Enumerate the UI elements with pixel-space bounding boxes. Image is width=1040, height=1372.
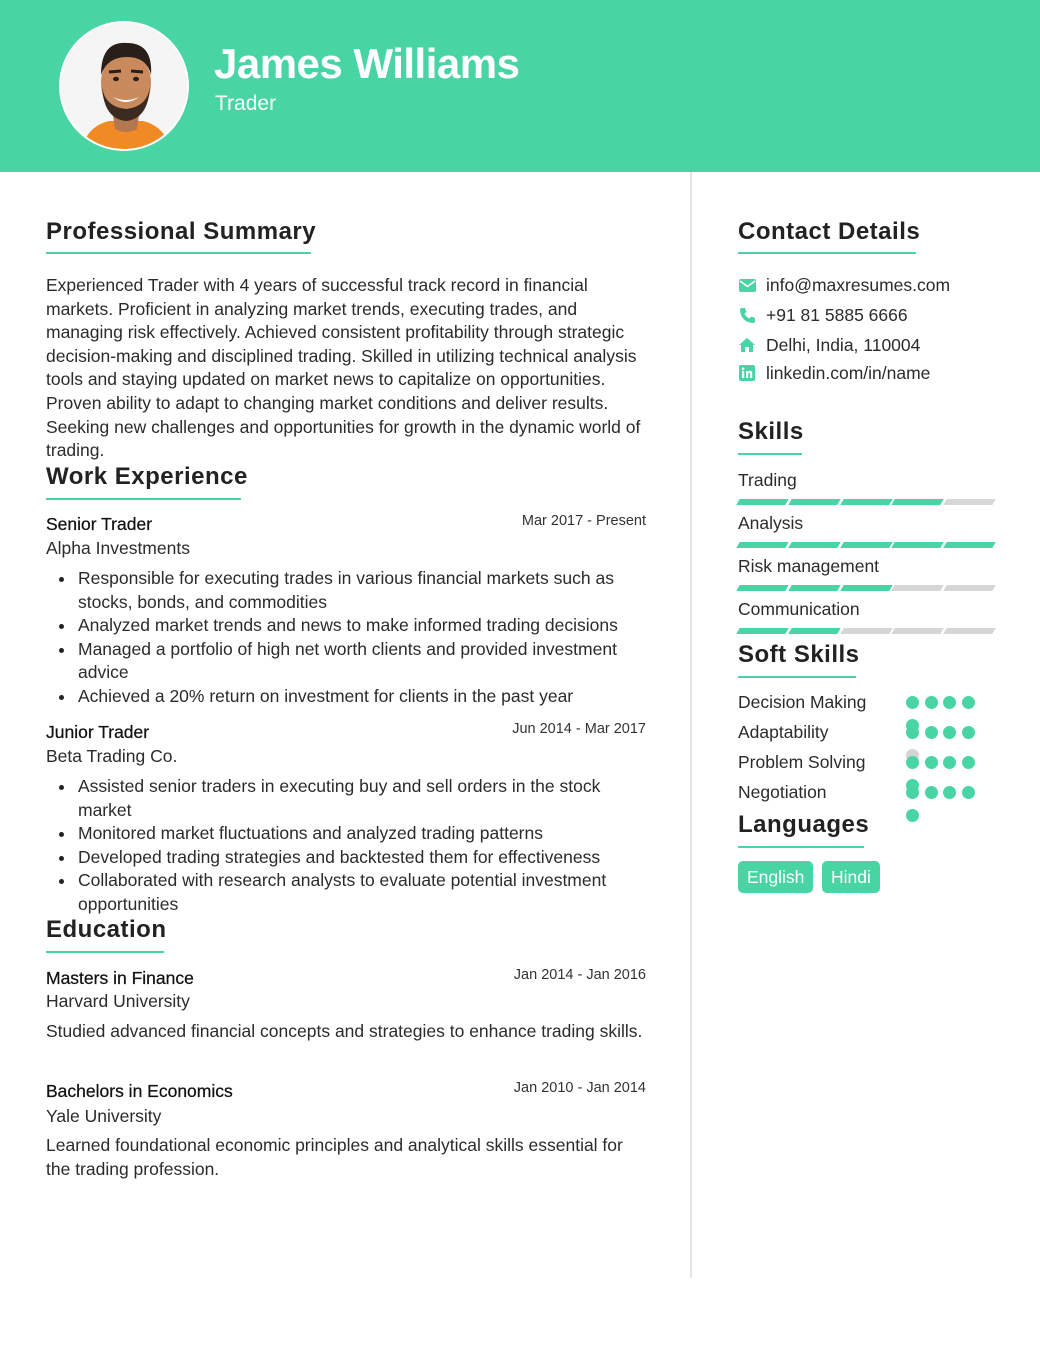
- languages-underline: [738, 846, 864, 848]
- contact-email-text: info@maxresumes.com: [766, 274, 951, 295]
- skill-segment-filled: [840, 542, 892, 548]
- contact-heading: Contact Details: [738, 218, 921, 245]
- rating-dot-filled: [962, 756, 975, 769]
- rating-dot-filled: [943, 756, 956, 769]
- skill-segment-filled: [840, 499, 892, 505]
- soft-skill-name: Problem Solving: [738, 752, 866, 772]
- rating-dot-filled: [943, 786, 956, 799]
- contact-underline: [738, 252, 916, 254]
- rating-dot-filled: [925, 726, 938, 739]
- summary-heading: Professional Summary: [46, 218, 317, 245]
- languages-heading: Languages: [738, 811, 870, 838]
- education-description: Learned foundational economic principles and analytical skills essential for the trading profession.: [46, 1135, 623, 1179]
- skill-segment-empty: [892, 585, 944, 591]
- skill-segment-empty: [892, 628, 944, 634]
- avatar: [59, 21, 189, 151]
- skill-segment-empty: [840, 628, 892, 634]
- rating-dot-filled: [962, 726, 975, 739]
- rating-dot-filled: [962, 786, 975, 799]
- contact-email[interactable]: [738, 273, 950, 297]
- candidate-title: Trader: [215, 92, 277, 115]
- rating-dot-filled: [943, 696, 956, 709]
- rating-dot-filled: [906, 786, 919, 799]
- job-company: Alpha Investments: [46, 538, 190, 558]
- skills-heading: Skills: [738, 418, 804, 445]
- rating-dot-filled: [906, 726, 919, 739]
- resume-header: [0, 0, 1040, 172]
- skill-name: Risk management: [738, 556, 880, 576]
- education-dates: Jan 2014 - Jan 2016: [513, 967, 646, 983]
- job-bullets: [46, 775, 646, 917]
- rating-dot-filled: [925, 756, 938, 769]
- list-item: Managed a portfolio of high net worth clients and provided investment advice: [46, 638, 646, 685]
- experience-underline: [46, 498, 241, 500]
- contact-phone[interactable]: [738, 303, 908, 327]
- soft-skills-underline: [738, 676, 856, 678]
- list-item: Developed trading strategies and backtested them for effectiveness: [46, 846, 646, 870]
- soft-skills-heading: Soft Skills: [738, 641, 860, 668]
- skill-name: Analysis: [738, 513, 804, 533]
- soft-skill-name: Negotiation: [738, 782, 827, 802]
- list-item: Achieved a 20% return on investment for clients in the past year: [46, 685, 646, 709]
- skill-name: Communication: [738, 599, 860, 619]
- rating-dot-filled: [906, 696, 919, 709]
- job-title: Senior Trader: [46, 514, 153, 534]
- skill-level-bar: [738, 542, 994, 548]
- skill-segment-filled: [788, 628, 840, 634]
- skill-level-bar: [738, 628, 994, 634]
- job-dates: Jun 2014 - Mar 2017: [512, 721, 646, 737]
- list-item: Monitored market fluctuations and analyzed trading patterns: [46, 822, 646, 846]
- skill-segment-filled: [892, 542, 944, 548]
- list-item: Analyzed market trends and news to make informed trading decisions: [46, 614, 646, 638]
- skill-name: Trading: [738, 470, 797, 490]
- email-icon: [738, 276, 756, 294]
- skill-segment-filled: [788, 585, 840, 591]
- rating-dot-filled: [925, 786, 938, 799]
- language-tag-hindi: Hindi: [822, 861, 880, 893]
- summary-text: Experienced Trader with 4 years of successful track record in financial markets. Proficient in analyzing market trends, executing trades, and managing risk effectively. Achieved consistent profitability through strategic decision-making and disciplined trading. Skilled in utilizing technical analysis tools and staying updated on market news to capitalize on opportunities. Proven ability to adapt to changing market conditions and deliver results. Seeking new challenges and opportunities for growth in the dynamic world of trading.: [46, 275, 641, 461]
- school-name: Yale University: [46, 1106, 162, 1126]
- contact-linkedin[interactable]: [738, 361, 930, 385]
- linkedin-icon: [738, 364, 756, 382]
- skill-level-bar: [738, 499, 994, 505]
- home-icon: [738, 336, 756, 354]
- degree-title: Masters in Finance: [46, 968, 194, 988]
- phone-icon: [738, 306, 756, 324]
- experience-heading: Work Experience: [46, 463, 248, 490]
- contact-linkedin-text: linkedin.com/in/name: [766, 362, 931, 383]
- skill-segment-filled: [736, 585, 788, 591]
- skill-segment-filled: [840, 585, 892, 591]
- skill-segment-filled: [736, 542, 788, 548]
- language-tag-english: English: [738, 861, 813, 893]
- contact-address: [738, 333, 920, 357]
- job-dates: Mar 2017 - Present: [521, 513, 646, 529]
- skill-segment-filled: [788, 499, 840, 505]
- rating-dot-filled: [962, 696, 975, 709]
- rating-dot-filled: [906, 809, 919, 822]
- education-dates: Jan 2010 - Jan 2014: [513, 1080, 646, 1096]
- skill-level-bar: [738, 585, 994, 591]
- contact-phone-text: +91 81 5885 6666: [766, 304, 908, 325]
- degree-title: Bachelors in Economics: [46, 1081, 233, 1101]
- rating-dot-filled: [906, 756, 919, 769]
- skill-segment-filled: [736, 499, 788, 505]
- education-description: Studied advanced financial concepts and strategies to enhance trading skills.: [46, 1021, 643, 1041]
- education-heading: Education: [46, 916, 167, 943]
- job-title: Junior Trader: [46, 722, 150, 742]
- soft-skill-name: Adaptability: [738, 722, 829, 742]
- skill-segment-empty: [943, 628, 995, 634]
- soft-skill-name: Decision Making: [738, 692, 867, 712]
- skill-segment-filled: [892, 499, 944, 505]
- skill-segment-filled: [736, 628, 788, 634]
- school-name: Harvard University: [46, 991, 190, 1011]
- rating-dot-filled: [943, 726, 956, 739]
- list-item: Responsible for executing trades in various financial markets such as stocks, bonds, and commodities: [46, 567, 646, 614]
- list-item: Assisted senior traders in executing buy and sell orders in the stock market: [46, 775, 646, 822]
- rating-dot-filled: [925, 696, 938, 709]
- contact-address-text: Delhi, India, 110004: [766, 334, 921, 355]
- column-divider: [690, 172, 692, 1278]
- job-company: Beta Trading Co.: [46, 746, 178, 766]
- summary-underline: [46, 252, 311, 254]
- job-bullets: [46, 567, 646, 709]
- skills-underline: [738, 453, 802, 455]
- skill-segment-empty: [943, 499, 995, 505]
- skill-segment-filled: [943, 542, 995, 548]
- education-underline: [46, 951, 164, 953]
- candidate-name: James Williams: [214, 40, 520, 87]
- skill-segment-empty: [943, 585, 995, 591]
- skill-segment-filled: [788, 542, 840, 548]
- list-item: Collaborated with research analysts to evaluate potential investment opportunities: [46, 869, 646, 916]
